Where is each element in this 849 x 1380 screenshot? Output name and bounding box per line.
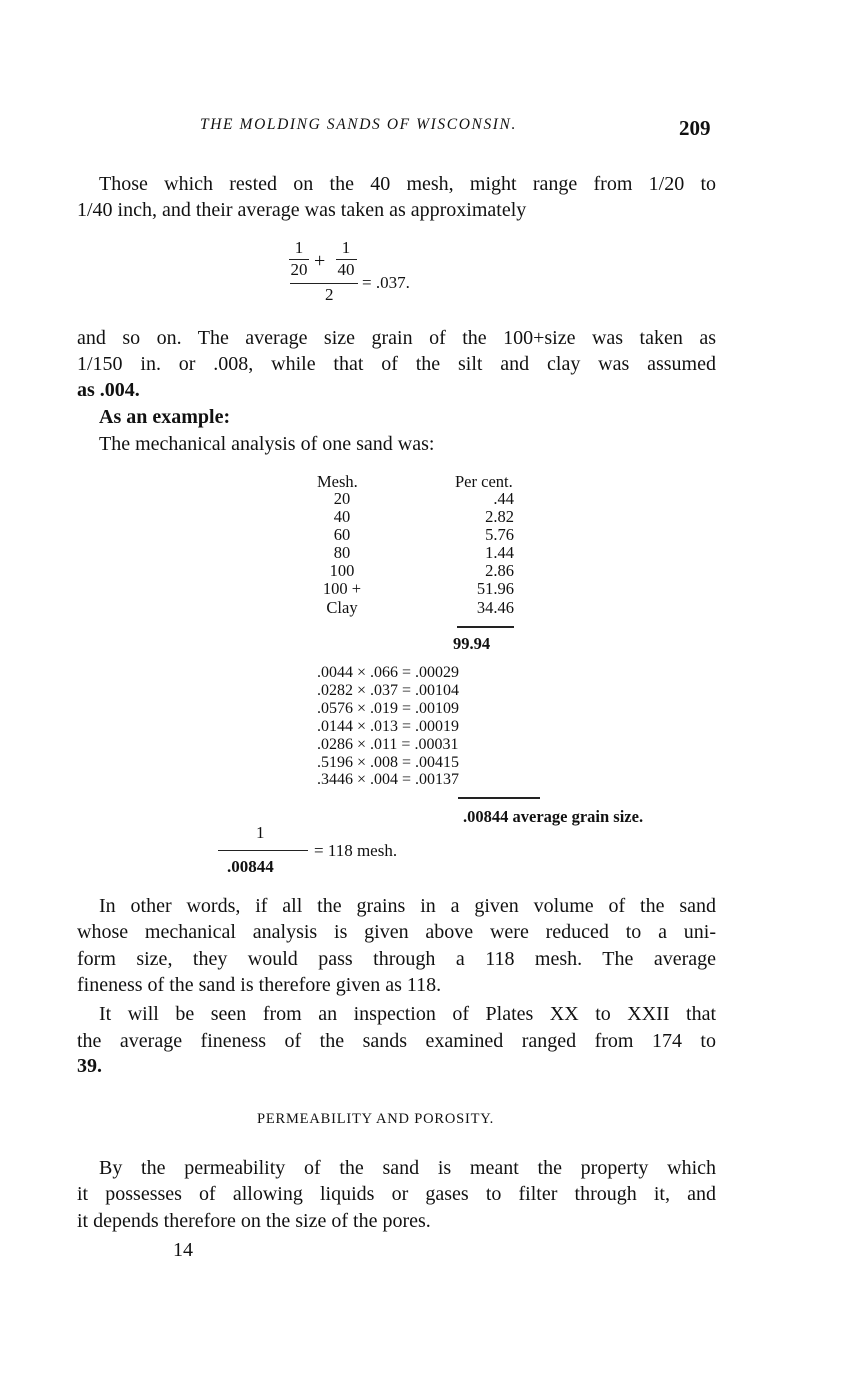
para3-line-3: form size, they would pass through a 118 mesh. The average	[77, 948, 716, 970]
mesh-column	[314, 490, 370, 617]
para3-line-4: fineness of the sand is therefore given as 118.	[77, 974, 442, 996]
analysis-intro: The mechanical analysis of one sand was:	[99, 433, 435, 455]
running-head: THE MOLDING SANDS OF WISCONSIN.	[200, 116, 517, 133]
table-row-mesh: 20	[333, 489, 351, 508]
table-row-percent: 2.82	[485, 507, 514, 527]
total-rule	[457, 626, 514, 628]
calc-row: .3446 × .004 = .00137	[317, 771, 460, 788]
percent-header: Per cent.	[455, 472, 513, 491]
table-row-mesh: 40	[333, 507, 351, 527]
calc-row: .0286 × .011 = .00031	[317, 736, 459, 753]
calc-row: .0576 × .019 = .00109	[317, 700, 460, 717]
formula1-main-bar	[290, 283, 358, 284]
para4-line-1: It will be seen from an inspection of Plates XX to XXII that	[99, 1003, 716, 1025]
signature-mark: 14	[173, 1239, 193, 1261]
calc-row: .0044 × .066 = .00029	[317, 664, 460, 681]
table-row-percent: 1.44	[485, 543, 514, 563]
para3-line-1: In other words, if all the grains in a given volume of the sand	[99, 895, 716, 917]
para1-line-1: Those which rested on the 40 mesh, might range from 1/20 to	[99, 173, 716, 195]
formula2-denominator: .00844	[227, 857, 274, 876]
formula1-num2: 1	[341, 238, 351, 257]
formula2-bar	[218, 850, 308, 851]
para5-line-1: By the permeability of the sand is meant the property which	[99, 1157, 716, 1179]
para4-line-3: 39.	[77, 1055, 102, 1077]
calc-total: .00844 average grain size.	[463, 807, 644, 826]
formula1-plus: +	[314, 250, 326, 272]
table-row-percent: 51.96	[476, 579, 514, 599]
section-heading: PERMEABILITY AND POROSITY.	[257, 1111, 495, 1127]
formula1-den1: 20	[290, 260, 308, 279]
table-row-percent: 5.76	[485, 525, 514, 545]
para5-line-3: it depends therefore on the size of the pores.	[77, 1210, 431, 1232]
table-row-mesh: 100	[329, 561, 355, 581]
para4-line-2: the average fineness of the sands examined ranged from 174 to	[77, 1030, 716, 1052]
formula1-den2: 40	[337, 260, 355, 279]
percent-total: 99.94	[453, 634, 491, 653]
table-row-mesh: 100 +	[322, 579, 362, 599]
formula2-numerator: 1	[256, 823, 265, 842]
para2-line-3: as .004.	[77, 379, 140, 401]
formula1-result: = .037.	[362, 273, 410, 292]
table-row-mesh: 60	[333, 525, 351, 545]
calc-row: .0144 × .013 = .00019	[317, 718, 460, 735]
table-row-percent: 2.86	[485, 561, 514, 581]
table-row-percent: 34.46	[476, 597, 514, 617]
table-row-percent: .44	[493, 489, 514, 508]
calc-row: .5196 × .008 = .00415	[317, 754, 460, 771]
percent-column	[440, 490, 514, 617]
formula1-num1: 1	[294, 238, 304, 257]
para3-line-2: whose mechanical analysis is given above were reduced to a uni-	[77, 921, 716, 943]
para5-line-2: it possesses of allowing liquids or gases to filter through it, and	[77, 1183, 716, 1205]
formula2-result: = 118 mesh.	[314, 841, 398, 860]
example-label: As an example:	[99, 406, 231, 428]
table-row-mesh: Clay	[326, 597, 358, 617]
para1-line-2: 1/40 inch, and their average was taken as approximately	[77, 199, 527, 221]
table-row-mesh: 80	[333, 543, 351, 563]
formula1-divisor: 2	[325, 285, 334, 304]
mesh-header: Mesh.	[317, 472, 358, 491]
calc-total-rule	[458, 797, 540, 799]
para2-line-2: 1/150 in. or .008, while that of the silt and clay was assumed	[77, 353, 716, 375]
para2-line-1: and so on. The average size grain of the 100+size was taken as	[77, 327, 716, 349]
calc-row: .0282 × .037 = .00104	[317, 682, 460, 699]
page-number: 209	[679, 116, 711, 140]
